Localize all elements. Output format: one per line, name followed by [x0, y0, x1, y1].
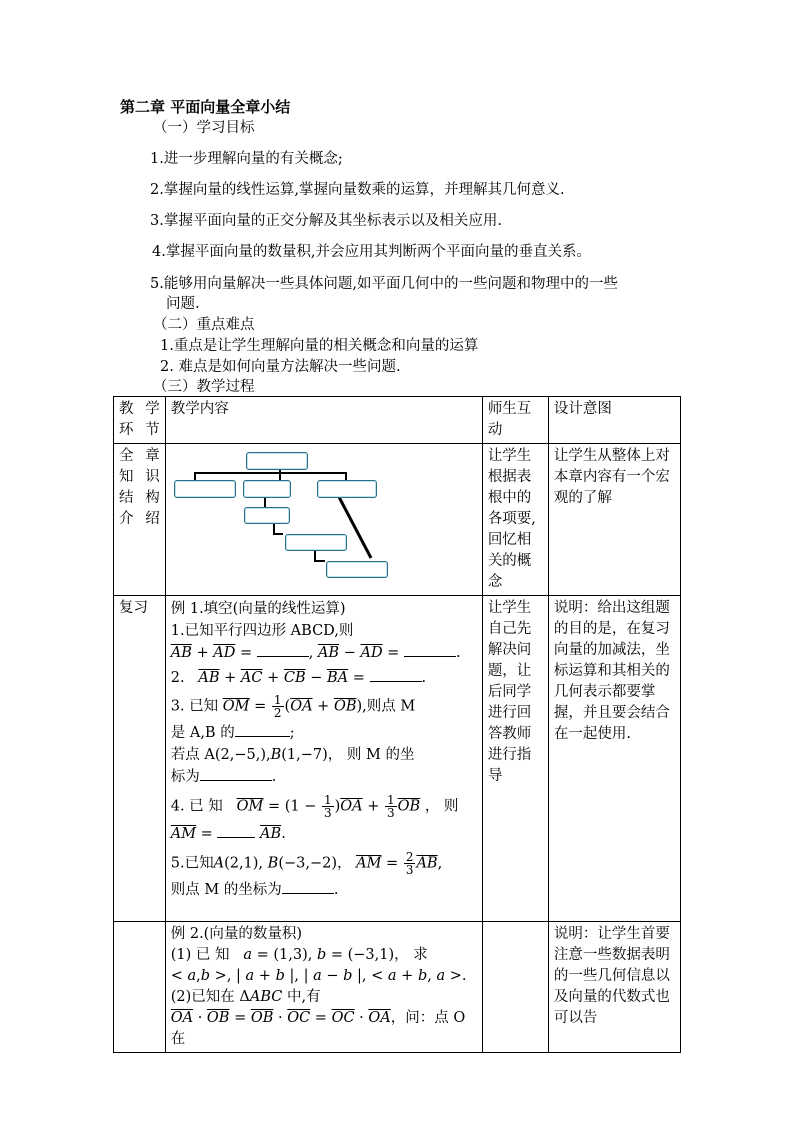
example-2-q1: (1) 已 知 a = (1,3), b = (−3,1)， 求: [170, 947, 428, 963]
intent-cell: 让学生从整体上对本章内容有一个宏观的了解: [548, 444, 680, 596]
question-3-line4: 标为 .: [171, 766, 477, 788]
intent-cell: 说明：给出这组题的目的是，在复习向量的加减法，坐标运算和其相关的几何表示都要掌握，并且要会结合在一起使用.: [548, 596, 680, 922]
table-row: [114, 596, 681, 922]
teaching-process-table: [113, 396, 681, 1053]
stage-cell: 复习: [114, 596, 166, 922]
goal-item-cont: 问题.: [166, 296, 200, 312]
table-header-row: [114, 397, 681, 444]
question-3-line2: 是 A,B 的 ;: [171, 722, 477, 744]
example-2-title: 例 2.(向量的数量积): [170, 926, 302, 942]
interaction-cell: 让学生根据表根中的各项要,回忆相关的概念: [482, 444, 548, 596]
key-point: 1.重点是让学生理解向量的相关概念和向量的运算: [160, 338, 479, 354]
key-heading: （二）重点难点: [153, 317, 255, 333]
question-5-formula: 5.已知A(2,1), B(−3,−2)， $\overline{AM}$ = $\frac{2}{3}$ $\overline{AB}$,: [170, 850, 443, 877]
question-1-formula: $\overline{AB} + \overline{AD}$ = , $\overline{AB} - \overline{AD}$ = .: [171, 642, 477, 664]
example-2-q1-formula: < a,b >, | a + b |, | a − b |, < a + b, a >.: [170, 968, 467, 984]
table-row: [114, 922, 681, 1053]
structure-diagram: [171, 446, 451, 578]
content-cell: [165, 444, 482, 596]
question-2-formula: 2. $\overline{AB} + \overline{AC} + \overline{CB} - \overline{BA}$ = .: [171, 667, 477, 689]
header-content: 教学内容: [165, 397, 482, 444]
stage-cell: [114, 922, 166, 1053]
goal-item: 4.掌握平面向量的数量积,并会应用其判断两个平面向量的垂直关系。: [152, 244, 591, 260]
interaction-cell: [482, 922, 548, 1053]
question-4-line2: $\overline{AM} = \overline{AB}$.: [171, 823, 477, 845]
header-interaction: 师生互动: [482, 397, 548, 444]
diagram-node: [317, 480, 377, 498]
goals-heading: （一）学习目标: [153, 120, 255, 136]
content-cell: [165, 922, 482, 1053]
question-3-line3: 若点 A(2,−5,),B(1,−7)， 则 M 的坐: [170, 747, 415, 763]
diagram-node: [244, 507, 290, 524]
example-2-q2-formula: $\overline{OA} \cdot \overline{OB} = \overline{OB} \cdot \overline{OC} = \overline{OC} \cdot \overline{OA}$，问：点 O在: [170, 1010, 466, 1047]
table-row: [114, 444, 681, 596]
diagram-node: [246, 452, 308, 470]
example-title: 例 1.填空(向量的线性运算): [170, 601, 346, 617]
question-5-line2: 则点 M 的坐标为 .: [171, 879, 477, 901]
diagram-node: [243, 480, 291, 498]
diagram-node: [285, 534, 347, 551]
question-4-formula: 4. 已 知 $\overline{OM} = (1$ − $\frac{1}{3}$ )$\overline{OA}$ + $\frac{1}{3}$ $\overline{OB}$ ， 则: [170, 793, 459, 820]
question-1: 1.已知平行四边形 ABCD,则: [170, 623, 354, 639]
goal-item: 1.进一步理解向量的有关概念;: [150, 151, 343, 167]
diagram-connectors: [171, 446, 451, 578]
diagram-node: [174, 480, 236, 498]
header-stage: 教 学 环节: [114, 397, 166, 444]
diagram-node: [326, 561, 388, 578]
example-2-q2: (2)已知在 ΔABC 中,有: [170, 989, 321, 1005]
header-intent: 设计意图: [548, 397, 680, 444]
interaction-cell: 让学生自己先解决问题，让后同学进行回答教师进行指导: [482, 596, 548, 922]
intent-cell: 说明：让学生首要注意一些数据表明的一些几何信息以及向量的代数式也可以告: [548, 922, 680, 1053]
stage-cell: 全 章 知 识 结 构 介绍: [114, 444, 166, 596]
key-point: 2. 难点是如何向量方法解决一些问题.: [160, 359, 401, 375]
page-title: 第二章 平面向量全章小结: [120, 98, 291, 116]
question-3-formula: 3. 已知 $\overline{OM}$ = $\frac{1}{2}$ $(\overline{OA} + \overline{OB})$,则点 M: [170, 693, 416, 720]
goal-item: 2.掌握向量的线性运算,掌握向量数乘的运算，并理解其几何意义.: [150, 182, 565, 198]
goal-item: 5.能够用向量解决一些具体问题,如平面几何中的一些问题和物理中的一些: [150, 276, 618, 292]
content-cell: [165, 596, 482, 922]
process-heading: （三）教学过程: [153, 379, 255, 395]
goal-item: 3.掌握平面向量的正交分解及其坐标表示以及相关应用.: [150, 213, 502, 229]
